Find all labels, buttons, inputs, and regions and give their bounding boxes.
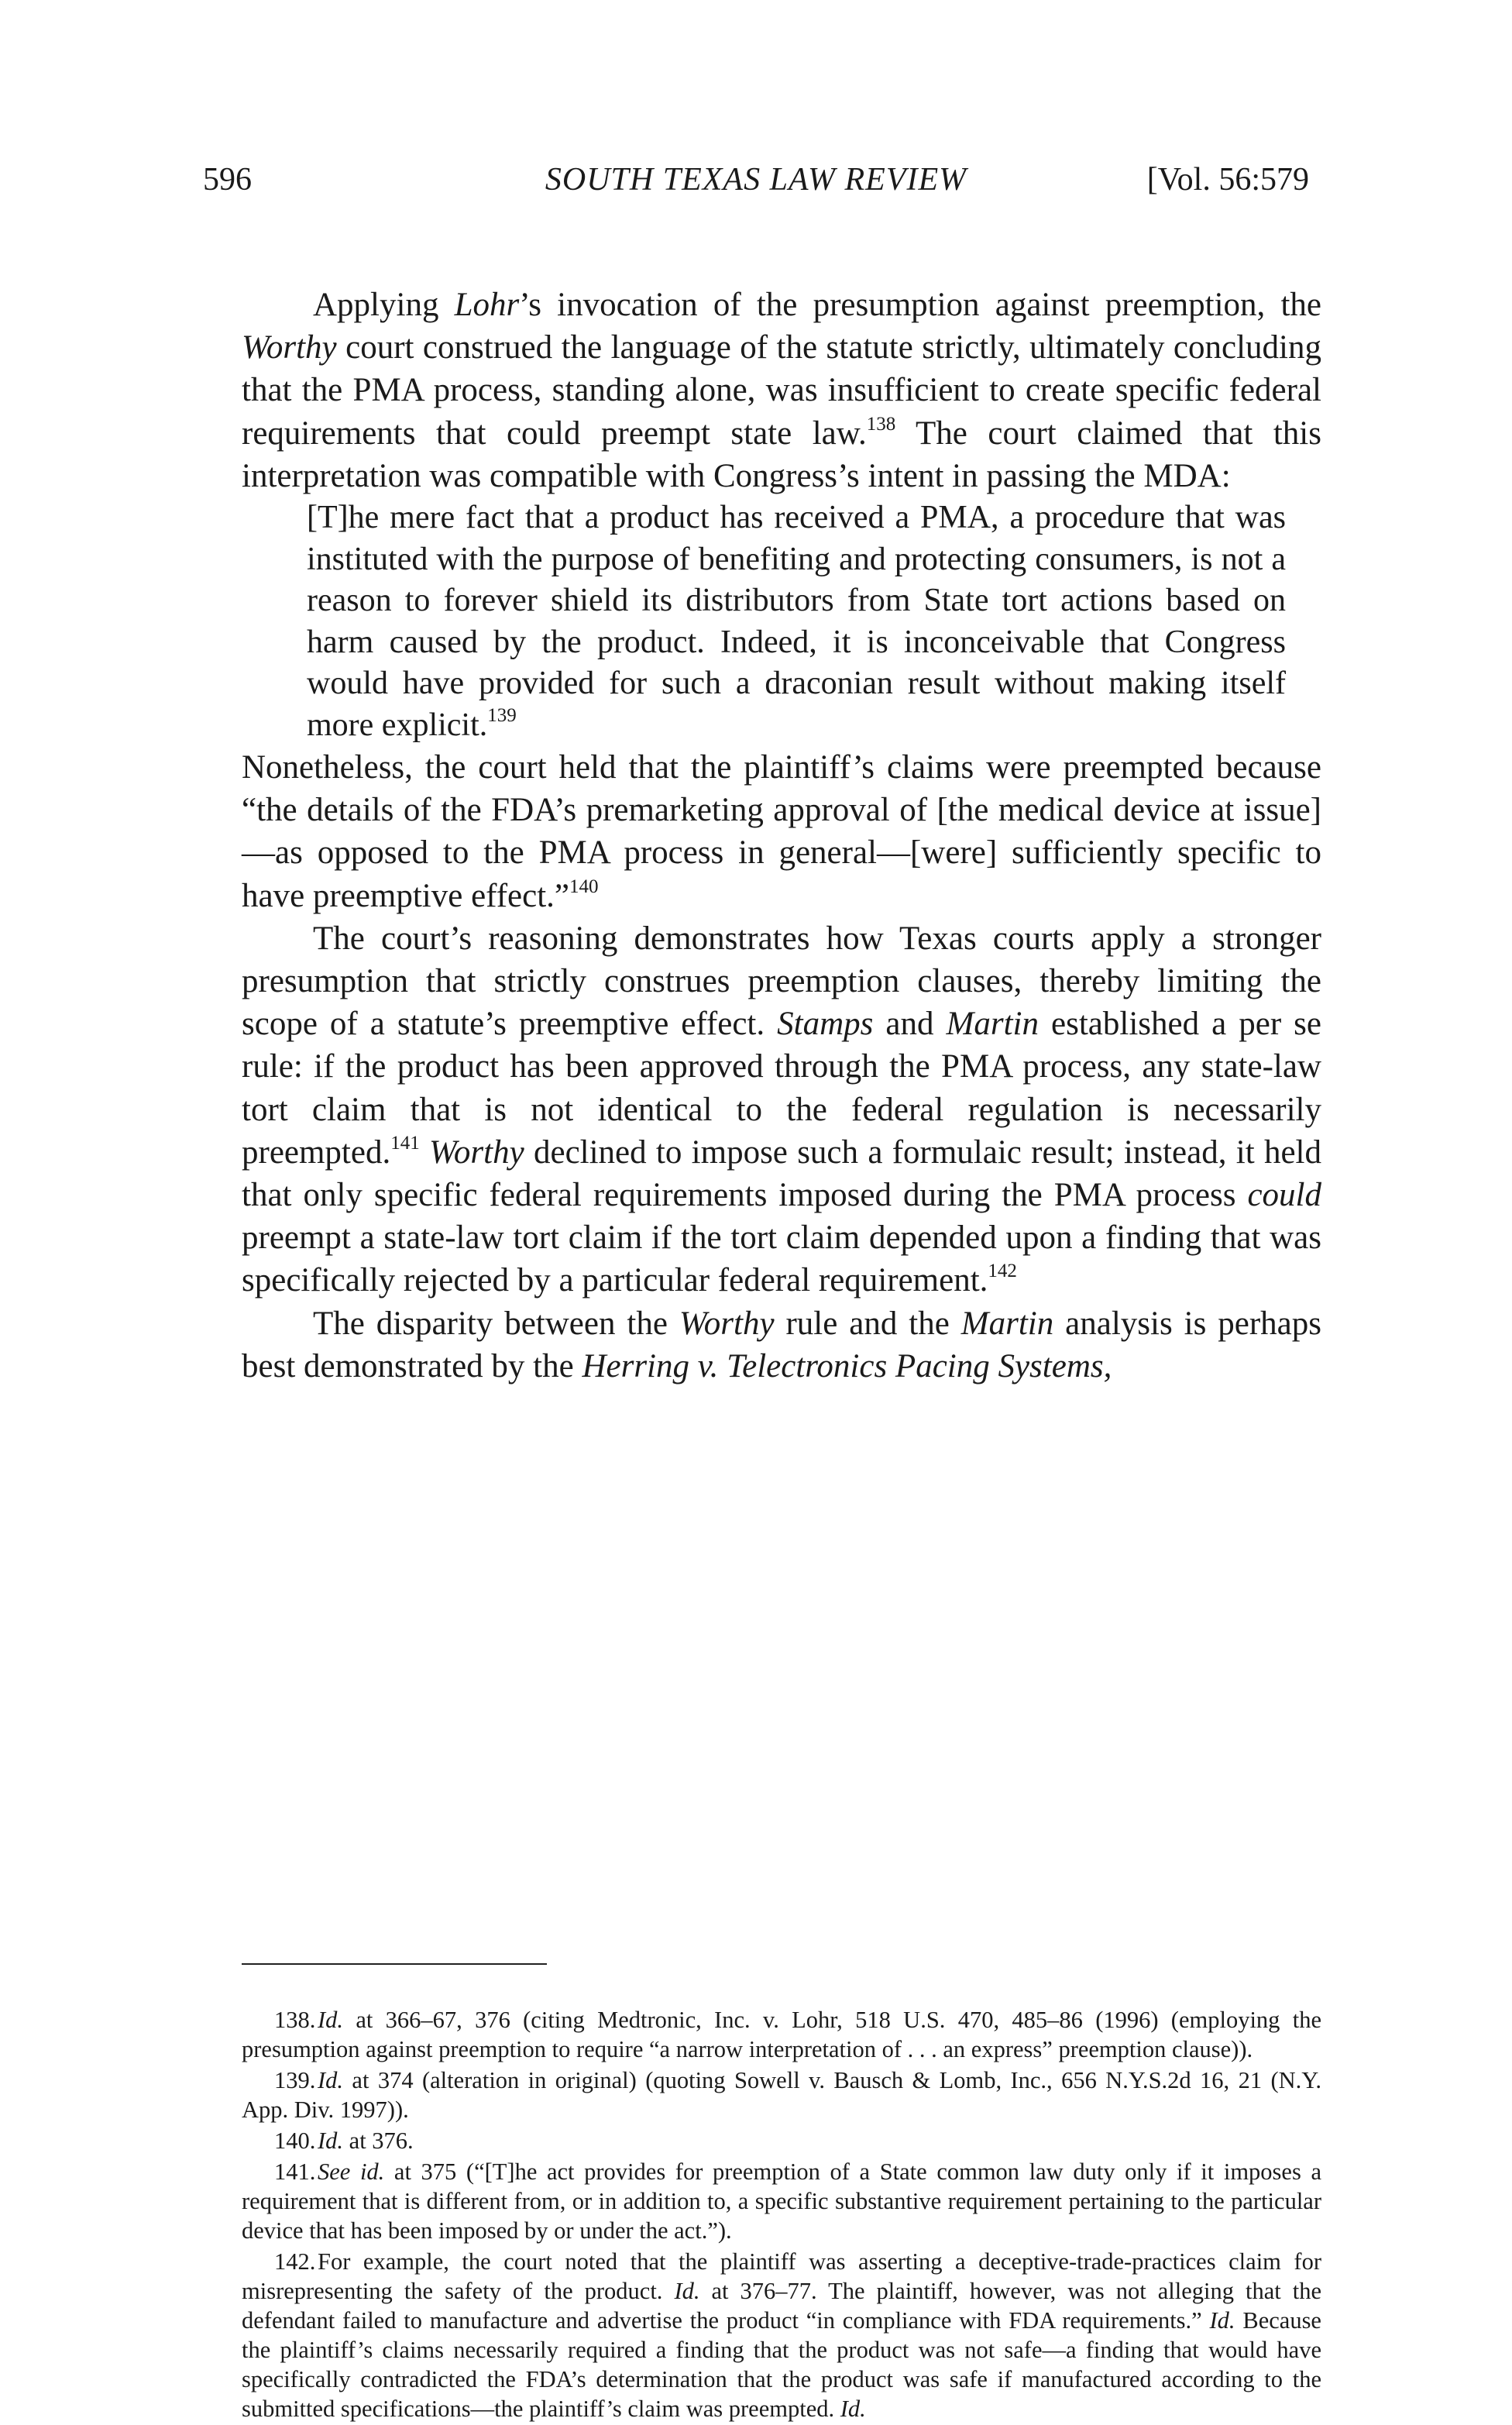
footnote-number: 139. xyxy=(274,2067,316,2093)
paragraph-1: Applying Lohr’s invocation of the presumption against preemption, the Worthy court construed the language of the statute strictly, ultimately concluding that the PMA process, standing alone, was insufficient to create specific federal requirements that could preempt state law.$^{138}$ The court claimed that this interpretation was compatible with Congress’s intent in passing the MDA: xyxy=(242,287,1322,494)
footnote-number: 142. xyxy=(274,2248,316,2275)
block-quote: [T]he mere fact that a product has received a PMA, a procedure that was instituted with the purpose of benefiting and protecting consumers, is not a reason to forever shield its distributors from State tort actions based on harm caused by the product. Indeed, it is inconceivable that Congress would have provided for such a draconian result without making itself more explicit.$^{139}$ xyxy=(307,500,1286,743)
case-name: Worthy xyxy=(242,329,337,366)
case-name: Lohr xyxy=(454,287,520,323)
case-name: Herring v. Telectronics Pacing Systems, xyxy=(582,1347,1112,1384)
footnote-ref[interactable]: 140 xyxy=(569,875,599,897)
footnote-number: 141. xyxy=(274,2158,316,2185)
footnote-ref[interactable]: 141 xyxy=(390,1132,420,1154)
case-name: Worthy xyxy=(679,1305,775,1342)
footnote-141: 141.See id. at 375 (“[T]he act provides for preemption of a State common law duty only if it imposes a requirement that is different from, or in addition to, a specific substantive requirement pertaining to the particular device that has been imposed by or under the act.”). xyxy=(242,2158,1321,2244)
footnotes xyxy=(242,2005,1321,2425)
footnote-ref[interactable]: 138 xyxy=(866,413,896,435)
footnote-142: 142.For example, the court noted that the plaintiff was asserting a deceptive-trade-practices claim for misrepresenting the safety of the product. Id. at 376–77. The plaintiff, however, was not alleging that the defendant failed to manufacture and advertise the product “in compliance with FDA requirements.” Id. Because the plaintiff’s claims necessarily required a finding that the product was not safe—a finding that would have specifically contradicted the FDA’s determination that the product was safe if manufactured according to the submitted specifications—the plaintiff’s claim was preempted. Id. xyxy=(242,2248,1321,2422)
footnote-ref[interactable]: 139 xyxy=(487,704,517,726)
paragraph-4: The disparity between the Worthy rule and the Martin analysis is perhaps best demonstrated by the Herring v. Telectronics Pacing Systems, xyxy=(242,1305,1321,1384)
case-name: Martin xyxy=(960,1305,1054,1342)
footnote-number: 140. xyxy=(274,2127,316,2154)
journal-title: SOUTH TEXAS LAW REVIEW xyxy=(545,162,967,198)
footnote-140: 140.Id. at 376. xyxy=(274,2127,414,2154)
paragraph-2: Nonetheless, the court held that the plaintiff’s claims were preempted because “the details of the FDA’s premarketing approval of [the medical device at issue]—as opposed to the PMA process in general—[were] sufficiently specific to have preemptive effect.”$^{140}$ xyxy=(242,749,1321,914)
case-name: Martin xyxy=(946,1006,1039,1043)
footnote-138: 138.Id. at 366–67, 376 (citing Medtronic, Inc. v. Lohr, 518 U.S. 470, 485–86 (1996) (employing the presumption against preemption to require “a narrow interpretation of . . . an express” preemption clause)). xyxy=(242,2007,1321,2062)
emphasis: could xyxy=(1247,1177,1321,1214)
footnote-ref[interactable]: 142 xyxy=(988,1261,1017,1282)
footnote-number: 138. xyxy=(274,2007,316,2033)
page-number: 596 xyxy=(203,162,252,198)
case-name: Stamps xyxy=(777,1006,874,1043)
main-text xyxy=(242,284,1321,1388)
running-header xyxy=(0,161,1512,208)
paragraph-3: The court’s reasoning demonstrates how Texas courts apply a stronger presumption that strictly construes preemption clauses, thereby limiting the scope of a statute’s preemptive effect. Stamps and Martin established a per se rule: if the product has been approved through the PMA process, any state-law tort claim that is not identical to the federal regulation is necessarily preempted.$^{141}$ Worthy declined to impose such a formulaic result; instead, it held that only specific federal requirements imposed during the PMA process could preempt a state-law tort claim if the tort claim depended upon a finding that was specifically rejected by a particular federal requirement.$^{142}$ xyxy=(242,920,1322,1299)
volume-citation: [Vol. 56:579 xyxy=(1146,162,1309,198)
case-name: Worthy xyxy=(429,1133,524,1171)
footnote-divider xyxy=(242,1963,547,1965)
footnote-139: 139.Id. at 374 (alteration in original) (quoting Sowell v. Bausch & Lomb, Inc., 656 N.Y.S.2d 16, 21 (N.Y. App. Div. 1997)). xyxy=(242,2067,1321,2123)
